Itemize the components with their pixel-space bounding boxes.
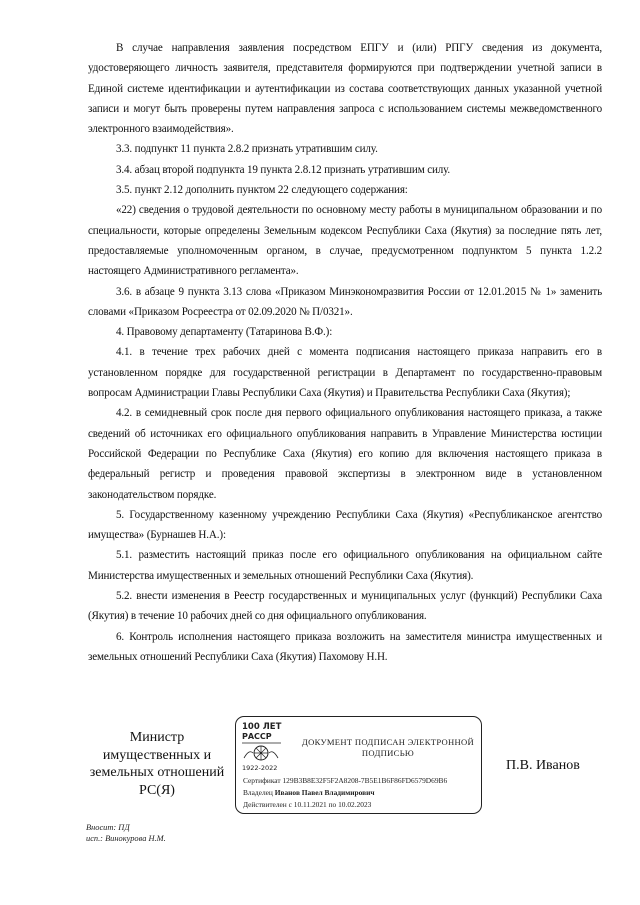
paragraph: 5.2. внести изменения в Реестр государственных и муниципальных услуг (функций) Республики Саха (Якутия) в течение 10 рабочих дней со дня официального опубликования. xyxy=(88,590,602,623)
footer-submitted-by: Вносит: ПД xyxy=(86,823,130,832)
paragraph: «22) сведения о трудовой деятельности по основному месту работы в муниципальном образовании и по специальности, которые определены Земельным кодексом Республики Саха (Якутия) за последние пять лет, предоставляемые уполномоченным органом, в случае, предусмотренном подпунктом 5 пункта 1.2.2 настоящего Административного регламента». xyxy=(88,204,602,278)
minister-title: Министр имущественных и земельных отношений РС(Я) xyxy=(89,730,225,798)
validity-value: с 10.11.2021 по 10.02.2023 xyxy=(288,800,372,809)
paragraph: 3.5. пункт 2.12 дополнить пунктом 22 следующего содержания: xyxy=(116,184,408,197)
certificate-label: Сертификат xyxy=(243,776,281,785)
paragraph: 3.3. подпункт 11 пункта 2.8.2 признать утратившим силу. xyxy=(116,143,378,156)
validity-label: Действителен xyxy=(243,800,287,809)
paragraph: 4. Правовому департаменту (Татаринова В.Ф.): xyxy=(116,326,333,339)
stamp-owner-line xyxy=(243,788,375,797)
signer-name: П.В. Иванов xyxy=(506,758,580,773)
paragraph: В случае направления заявления посредством ЕПГУ и (или) РПГУ сведения из документа, удостоверяющего личность заявителя, представителя формируются при подтверждении учетной записи в Единой системе идентификации и аутентификации из состава соответствующих данных указанной учетной записи и могут быть проверены путем направления запроса с использованием системы межведомственного электронного взаимодействия». xyxy=(88,42,602,136)
stamp-validity-line xyxy=(243,800,371,809)
document-body xyxy=(88,38,602,667)
electronic-signature-stamp xyxy=(235,716,482,814)
certificate-value: 129B3B8E32F5F2A8208-7B5E1B6F86FD6579D69B6 xyxy=(282,776,448,785)
emblem-years-text: 1922-2022 xyxy=(242,764,278,772)
footer-executor: исп.: Винокурова Н.М. xyxy=(86,834,166,843)
paragraph: 6. Контроль исполнения настоящего приказа возложить на заместителя министра имущественных и земельных отношений Республики Саха (Якутия) Пахомову Н.Н. xyxy=(88,630,602,663)
paragraph: 5.1. разместить настоящий приказ после его официального опубликования на официальном сайте Министерства имущественных и земельных отношений Республики Саха (Якутия). xyxy=(88,549,602,582)
emblem-mid-text: РАССР xyxy=(242,732,272,741)
stamp-certificate-line xyxy=(243,776,447,785)
owner-label: Владелец xyxy=(243,788,273,797)
stamp-title: ДОКУМЕНТ ПОДПИСАН ЭЛЕКТРОННОЙ ПОДПИСЬЮ xyxy=(301,737,475,758)
paragraph: 3.4. абзац второй подпункта 19 пункта 2.8.12 признать утратившим силу. xyxy=(116,163,451,176)
emblem-top-text: 100 ЛЕТ xyxy=(242,722,282,732)
paragraph: 4.2. в семидневный срок после дня первого официального опубликования настоящего приказа, а также сведений об источниках его официального опубликования направить в Управление Министерства юстиции Российской Федерации по Республике Саха (Якутия) его копию для включения настоящего приказа в федеральный регистр и проведения правовой экспертизы в электронном виде в установленном законодательством порядке. xyxy=(88,407,602,501)
document-footer xyxy=(86,822,166,844)
paragraph: 5. Государственному казенному учреждению Республики Саха (Якутия) «Республиканское агентство имущества» (Бурнашев Н.А.): xyxy=(88,508,602,542)
paragraph: 3.6. в абзаце 9 пункта 3.13 слова «Приказом Минэкономразвития России от 12.01.2015 № 1» заменить словами «Приказом Росреестра от 02.09.2020 № П/0321». xyxy=(88,285,602,318)
owner-value: Иванов Павел Владимирович xyxy=(274,788,375,797)
anniversary-emblem-icon xyxy=(241,720,289,772)
paragraph: 4.1. в течение трех рабочих дней с момента подписания настоящего приказа направить его в установленном порядке для государственной регистрации в Департамент по государственно-правовым вопросам Администрации Главы Республики Саха (Якутия) и Правительства Республики Саха (Якутия); xyxy=(88,346,602,400)
